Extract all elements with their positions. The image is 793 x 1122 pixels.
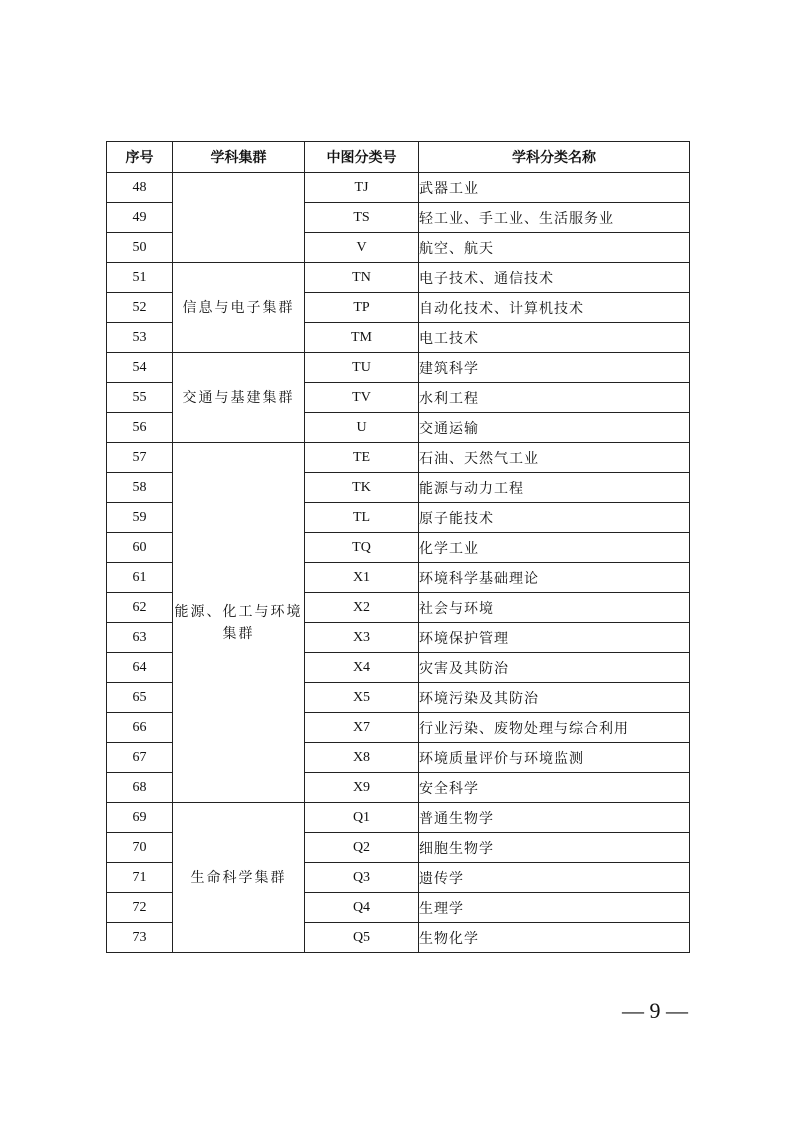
row-discipline-name: 自动化技术、计算机技术 [419, 293, 690, 323]
row-seq: 58 [107, 473, 173, 503]
row-seq: 71 [107, 863, 173, 893]
cluster-cell [173, 173, 305, 263]
row-clc-code: TV [305, 383, 419, 413]
row-clc-code: X2 [305, 593, 419, 623]
row-clc-code: U [305, 413, 419, 443]
row-seq: 72 [107, 893, 173, 923]
header-clc-code: 中图分类号 [305, 142, 419, 173]
row-discipline-name: 环境质量评价与环境监测 [419, 743, 690, 773]
row-clc-code: TM [305, 323, 419, 353]
row-discipline-name: 环境污染及其防治 [419, 683, 690, 713]
page-number: — 9 — [622, 998, 688, 1023]
row-discipline-name: 安全科学 [419, 773, 690, 803]
row-discipline-name: 水利工程 [419, 383, 690, 413]
row-discipline-name: 石油、天然气工业 [419, 443, 690, 473]
row-clc-code: TN [305, 263, 419, 293]
row-discipline-name: 环境科学基础理论 [419, 563, 690, 593]
row-seq: 61 [107, 563, 173, 593]
row-seq: 60 [107, 533, 173, 563]
row-discipline-name: 灾害及其防治 [419, 653, 690, 683]
row-seq: 51 [107, 263, 173, 293]
row-clc-code: TP [305, 293, 419, 323]
cluster-cell: 能源、化工与环境集群 [173, 443, 305, 803]
row-clc-code: V [305, 233, 419, 263]
row-discipline-name: 行业污染、废物处理与综合利用 [419, 713, 690, 743]
table-row [107, 443, 690, 473]
row-clc-code: X9 [305, 773, 419, 803]
table-row [107, 803, 690, 833]
row-seq: 56 [107, 413, 173, 443]
row-discipline-name: 能源与动力工程 [419, 473, 690, 503]
row-clc-code: Q3 [305, 863, 419, 893]
table-body [107, 173, 690, 953]
row-discipline-name: 建筑科学 [419, 353, 690, 383]
row-clc-code: X4 [305, 653, 419, 683]
row-discipline-name: 交通运输 [419, 413, 690, 443]
row-discipline-name: 遗传学 [419, 863, 690, 893]
row-seq: 68 [107, 773, 173, 803]
row-seq: 52 [107, 293, 173, 323]
row-seq: 57 [107, 443, 173, 473]
table-header-row [107, 142, 690, 173]
table-row [107, 353, 690, 383]
row-discipline-name: 普通生物学 [419, 803, 690, 833]
row-seq: 50 [107, 233, 173, 263]
row-clc-code: Q4 [305, 893, 419, 923]
row-seq: 55 [107, 383, 173, 413]
row-clc-code: X7 [305, 713, 419, 743]
row-discipline-name: 化学工业 [419, 533, 690, 563]
row-clc-code: TL [305, 503, 419, 533]
row-seq: 54 [107, 353, 173, 383]
row-seq: 64 [107, 653, 173, 683]
row-seq: 63 [107, 623, 173, 653]
header-discipline-name: 学科分类名称 [419, 142, 690, 173]
row-clc-code: TU [305, 353, 419, 383]
row-seq: 49 [107, 203, 173, 233]
table-row [107, 173, 690, 203]
row-discipline-name: 电工技术 [419, 323, 690, 353]
cluster-cell: 信息与电子集群 [173, 263, 305, 353]
row-discipline-name: 环境保护管理 [419, 623, 690, 653]
row-discipline-name: 轻工业、手工业、生活服务业 [419, 203, 690, 233]
cluster-cell: 生命科学集群 [173, 803, 305, 953]
row-discipline-name: 航空、航天 [419, 233, 690, 263]
row-seq: 62 [107, 593, 173, 623]
row-discipline-name: 生理学 [419, 893, 690, 923]
row-clc-code: TS [305, 203, 419, 233]
row-discipline-name: 原子能技术 [419, 503, 690, 533]
row-clc-code: TQ [305, 533, 419, 563]
row-clc-code: TK [305, 473, 419, 503]
row-clc-code: X1 [305, 563, 419, 593]
row-discipline-name: 生物化学 [419, 923, 690, 953]
row-clc-code: Q2 [305, 833, 419, 863]
row-seq: 59 [107, 503, 173, 533]
row-discipline-name: 武器工业 [419, 173, 690, 203]
row-seq: 65 [107, 683, 173, 713]
row-seq: 67 [107, 743, 173, 773]
header-cluster: 学科集群 [173, 142, 305, 173]
row-clc-code: Q1 [305, 803, 419, 833]
cluster-cell: 交通与基建集群 [173, 353, 305, 443]
row-clc-code: X5 [305, 683, 419, 713]
row-discipline-name: 电子技术、通信技术 [419, 263, 690, 293]
row-clc-code: TJ [305, 173, 419, 203]
row-clc-code: TE [305, 443, 419, 473]
row-seq: 53 [107, 323, 173, 353]
row-clc-code: X3 [305, 623, 419, 653]
row-clc-code: X8 [305, 743, 419, 773]
header-seq: 序号 [107, 142, 173, 173]
discipline-table [106, 141, 690, 953]
row-seq: 69 [107, 803, 173, 833]
row-discipline-name: 细胞生物学 [419, 833, 690, 863]
row-clc-code: Q5 [305, 923, 419, 953]
row-seq: 66 [107, 713, 173, 743]
row-seq: 73 [107, 923, 173, 953]
row-seq: 48 [107, 173, 173, 203]
row-discipline-name: 社会与环境 [419, 593, 690, 623]
table-row [107, 263, 690, 293]
row-seq: 70 [107, 833, 173, 863]
